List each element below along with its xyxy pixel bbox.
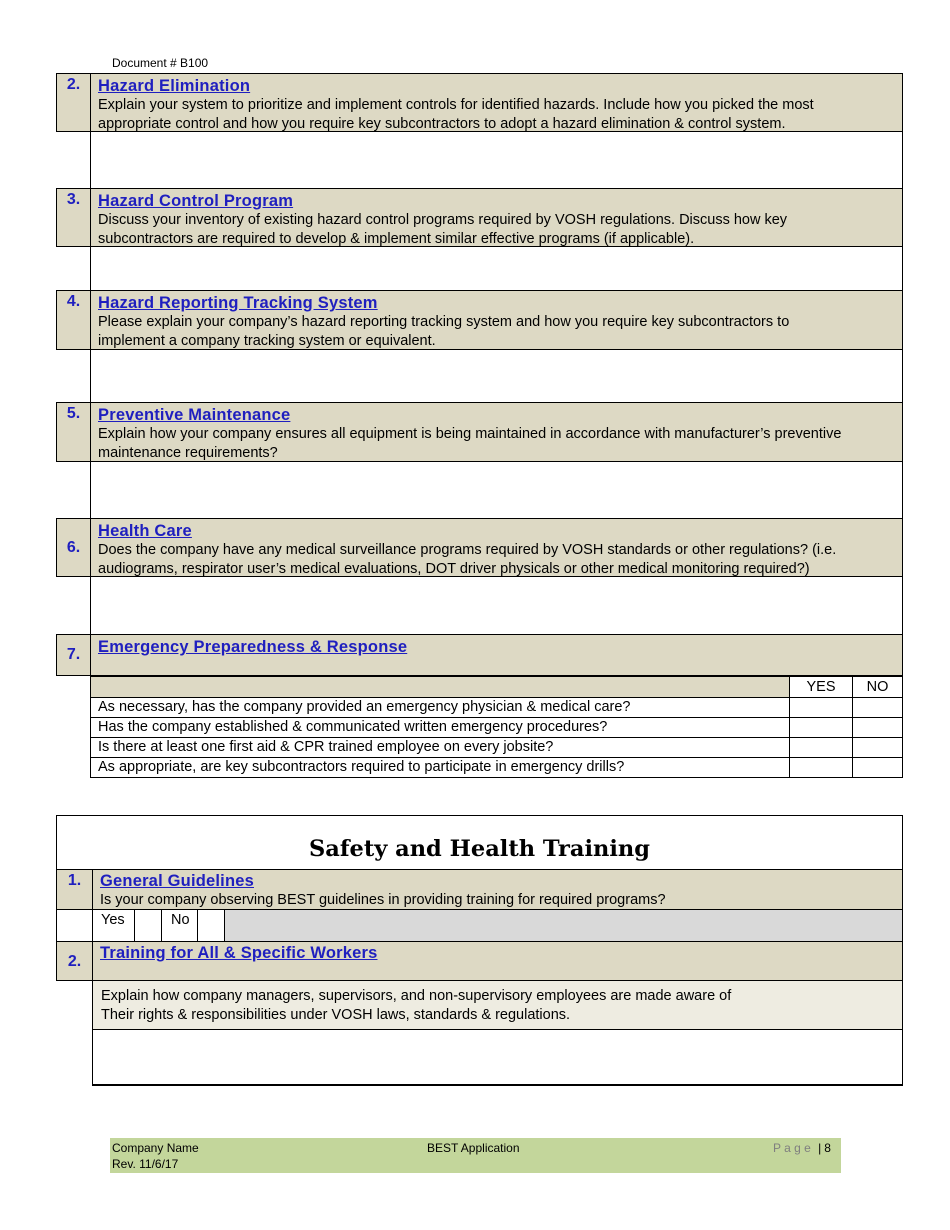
page-separator: |: [818, 1141, 822, 1155]
no-checkbox-cell[interactable]: [852, 717, 903, 738]
section-description: Explain how your company ensures all equipment is being maintained in accordance with manufacturer’s preventive maintenance requirements?: [98, 426, 842, 461]
footer-revision: Rev. 11/6/17: [112, 1157, 179, 1171]
section-title[interactable]: General Guidelines: [100, 872, 254, 890]
section-title[interactable]: Emergency Preparedness & Response: [98, 638, 408, 656]
answer-box[interactable]: [90, 131, 903, 189]
section-hazard-elimination: [90, 73, 903, 132]
answer-box[interactable]: [90, 246, 903, 291]
section-health-care: [90, 518, 903, 577]
page-label: P a g e: [773, 1141, 811, 1155]
answer-box[interactable]: [90, 349, 903, 403]
yes-checkbox-cell[interactable]: [789, 737, 853, 758]
section-number: 1.: [56, 869, 93, 910]
section-title[interactable]: Hazard Reporting Tracking System: [98, 294, 378, 312]
yes-checkbox-cell[interactable]: [789, 757, 853, 778]
no-checkbox-cell[interactable]: [852, 757, 903, 778]
no-label: No: [161, 909, 198, 942]
section-hazard-reporting: [90, 290, 903, 350]
no-column-header: NO: [852, 676, 903, 698]
no-checkbox-cell[interactable]: [852, 737, 903, 758]
section-title[interactable]: Preventive Maintenance: [98, 406, 291, 424]
training-description-box: [92, 980, 903, 1030]
footer-application-name: BEST Application: [427, 1141, 520, 1155]
document-number: Document # B100: [112, 56, 209, 70]
section-emergency-preparedness: [90, 634, 903, 676]
table-row: Is there at least one first aid & CPR trained employee on every jobsite?: [90, 737, 790, 758]
section-number: 7.: [56, 634, 91, 676]
footer-page-number: [773, 1140, 831, 1156]
section-number: 3.: [56, 188, 91, 247]
section-number: 5.: [56, 402, 91, 462]
yes-checkbox-cell[interactable]: [789, 697, 853, 718]
table-header-blank: [90, 676, 790, 698]
answer-box[interactable]: [90, 576, 903, 635]
page-num: 8: [824, 1141, 831, 1155]
section-number: 4.: [56, 290, 91, 350]
section-training-workers: [92, 941, 903, 981]
section-description: Discuss your inventory of existing hazard control programs required by VOSH regulations. Discuss how key subcontractors are required to develop & implement similar effective programs (if applicable).: [98, 212, 788, 247]
yes-checkbox[interactable]: [134, 909, 162, 942]
yes-label: Yes: [92, 909, 135, 942]
yes-no-row-spacer: [56, 909, 93, 942]
section-number: 6.: [56, 518, 91, 577]
section-number: 2.: [56, 73, 91, 132]
answer-box[interactable]: [90, 461, 903, 519]
no-checkbox-cell[interactable]: [852, 697, 903, 718]
section-heading: Safety and Health Training: [309, 836, 650, 862]
training-heading-box: [56, 815, 903, 870]
section-description: Explain how company managers, supervisors, and non-supervisory employees are made aware of Their rights & responsibilities under VOSH laws, standards & regulations.: [101, 988, 732, 1023]
section-number: 2.: [56, 941, 93, 981]
table-row: As necessary, has the company provided an emergency physician & medical care?: [90, 697, 790, 718]
section-title[interactable]: Health Care: [98, 522, 192, 540]
section-preventive-maintenance: [90, 402, 903, 462]
section-description: Explain your system to prioritize and implement controls for identified hazards. Include how you picked the most appropriate control and how you require key subcontractors to adopt a hazard elimination & control system.: [98, 97, 814, 132]
page-footer: [110, 1138, 841, 1173]
section-description: Does the company have any medical surveillance programs required by VOSH standards or other regulations? (i.e. audiograms, respirator user’s medical evaluations, DOT driver physicals or other medical monitoring required?): [98, 542, 837, 577]
section-description: Please explain your company’s hazard reporting tracking system and how you require key subcontractors to implement a company tracking system or equivalent.: [98, 314, 790, 349]
section-general-guidelines: [92, 869, 903, 910]
yes-checkbox-cell[interactable]: [789, 717, 853, 738]
section-title[interactable]: Hazard Control Program: [98, 192, 294, 210]
yes-column-header: YES: [789, 676, 853, 698]
section-hazard-control-program: [90, 188, 903, 247]
no-checkbox[interactable]: [197, 909, 225, 942]
section-description: Is your company observing BEST guidelines in providing training for required programs?: [100, 892, 666, 908]
table-row: As appropriate, are key subcontractors required to participate in emergency drills?: [90, 757, 790, 778]
section-title[interactable]: Training for All & Specific Workers: [100, 944, 378, 962]
table-row: Has the company established & communicated written emergency procedures?: [90, 717, 790, 738]
section-title[interactable]: Hazard Elimination: [98, 77, 251, 95]
footer-company-name: Company Name: [112, 1141, 199, 1155]
answer-box[interactable]: [92, 1029, 903, 1086]
